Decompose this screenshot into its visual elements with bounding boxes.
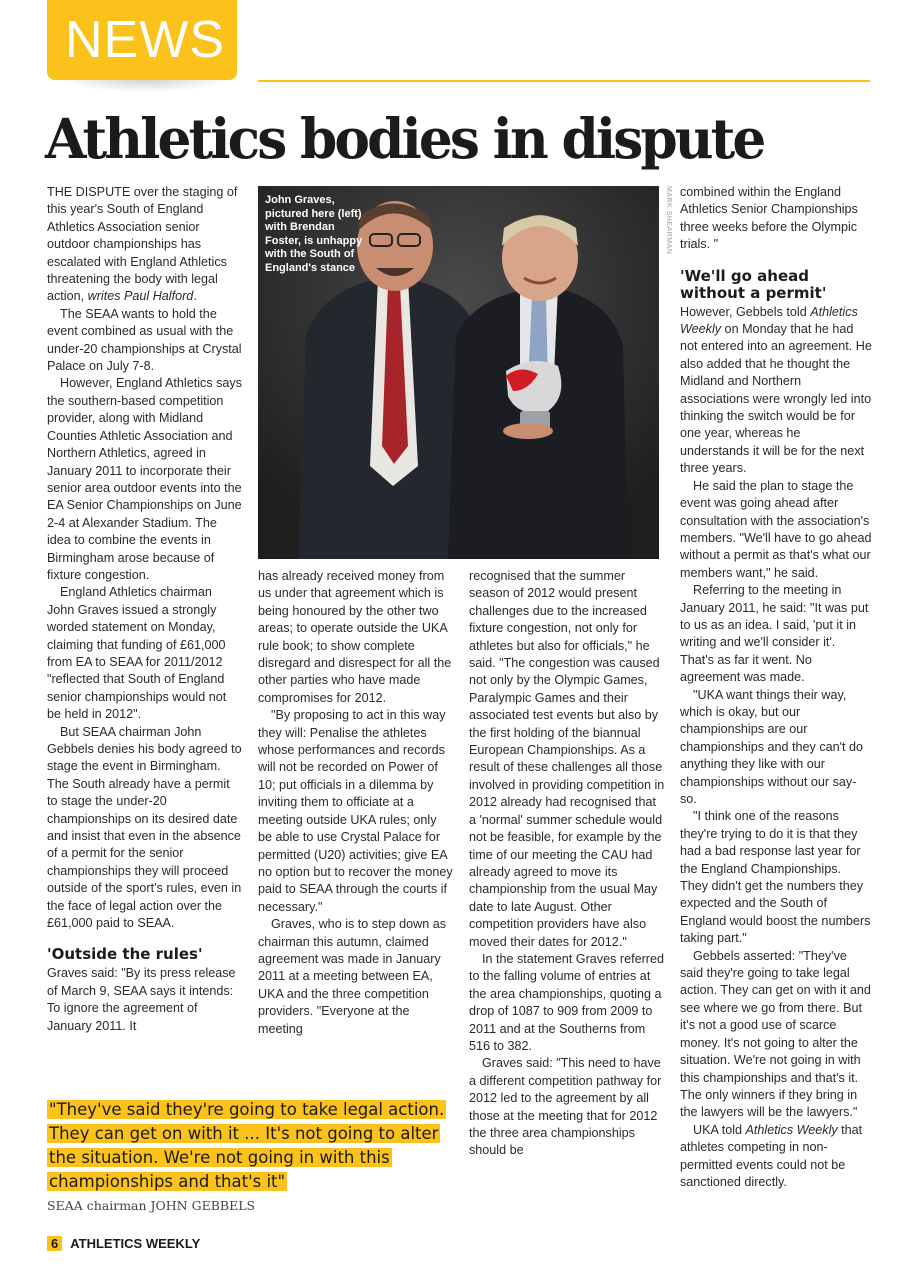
publication-name: Athletics Weekly — [745, 1122, 838, 1137]
tab-shadow — [60, 80, 230, 92]
page-number: 6 — [47, 1236, 62, 1251]
headline: Athletics bodies in dispute — [45, 106, 764, 171]
publication-title: ATHLETICS WEEKLY — [70, 1236, 201, 1251]
paragraph: But SEAA chairman John Gebbels denies his body agreed to stage the event in Birmingham. The South already have a permit to stage the under-20 championships on its desired date and insist that even in the absence of a permit for the senior championships they will proceed outside of the sport's rules, even in the face of legal action over the £61,000 paid to SEAA. — [47, 724, 242, 931]
paragraph: "By proposing to act in this way they will: Penalise the athletes whose performances and records will not be recorded on Power of 10; put officials in a dilemma by inviting them to officiate at a meeting outside UKA rules; only be able to use Crystal Palace for permitted (U20) activities; give EA no option but to recover the money paid to SEAA through the courts if necessary." — [258, 708, 453, 914]
pull-quote-attribution: SEAA chairman JOHN GEBBELS — [47, 1198, 256, 1213]
paragraph: Graves said: "This need to have a different competition pathway for 2012 led to the agreement by all those at the meeting that for 2012 the three area championships should be — [469, 1056, 662, 1158]
paragraph: "UKA want things their way, which is okay, but our championships are our championships and they can't do anything they like with our championships without our say-so. — [680, 687, 864, 806]
section-label: NEWS — [65, 11, 225, 69]
subheading: 'Outside the rules' — [47, 945, 203, 964]
paragraph: Gebbels asserted: "They've said they're going to take legal action. They can get on with it and see where we go from there. But it's not a good use of scarce money. It's not going to alter the situation. We're not going in with this championships and that's it. The only winners if they bring in the lawyers will be the lawyers." — [680, 948, 871, 1120]
paragraph: recognised that the summer season of 2012 would present challenges due to the increased fixture congestion, not only for athletes but also for officials," he said. "The congestion was caused not only by the Olympic Games, Paralympic Games and their associated test events but also by the first holding of the biannual European Championships. As a result of these challenges all those involved in providing competition in 2012 already had recognised that a 'normal' summer schedule would not be feasible, for example by the time of our meeting the CAU had already agreed to move its championship from the usual May date to late August. Other competition providers have also moved their dates for 2012." — [469, 569, 665, 949]
photo-caption: John Graves, pictured here (left) with Brendan Foster, is unhappy with the South of England's stance — [265, 194, 363, 274]
article-column-3 — [469, 568, 665, 1160]
section-tab — [47, 0, 237, 80]
paragraph: England Athletics chairman John Graves issued a strongly worded statement on Monday, claiming that funding of £61,000 from EA to SEAA for 2011/2012 "reflected that South of England senior championships would not be held in 2012". — [47, 585, 227, 722]
publication-name: Athletics Weekly — [680, 304, 858, 337]
article-column-4 — [680, 184, 872, 1191]
article-column-1 — [47, 184, 242, 1035]
paragraph: The SEAA wants to hold the event combined as usual with the under-20 championships at Crystal Palace on July 7-8. — [47, 306, 242, 374]
page-footer — [47, 1236, 200, 1251]
pull-quote-text: "They've said they're going to take legal action. They can get on with it ... It's not going to alter the situation. We're not going in with this championships and that's it" — [49, 1100, 445, 1191]
byline: writes Paul Halford — [87, 289, 194, 304]
subheading: 'We'll go ahead without a permit' — [680, 266, 827, 302]
paragraph: combined within the England Athletics Senior Championships three weeks before the Olympic trials. " — [680, 185, 858, 252]
paragraph: However, England Athletics says the southern-based competition provider, along with Midland Counties Athletic Association and Northern Athletics, agreed in January 2011 to incorporate their senior area outdoor events into the EA Senior Championships on June 2-4 at Alexander Stadium. The idea to combine the events in Birmingham arose because of fixture congestion. — [47, 376, 243, 582]
paragraph: "I think one of the reasons they're trying to do it is that they had a bad response last year for the England Championships. They didn't get the numbers they expected and the South of England would boost the numbers taking part." — [680, 809, 871, 946]
paragraph: Referring to the meeting in January 2011, he said: "It was put to us as an idea. I said, 'put it in writing and we'll consider it'. That's as far it went. No agreement was made. — [680, 583, 869, 685]
paragraph: However, Gebbels told Athletics Weekly on Monday that he had not entered into an agreement. He also added that he thought the Midland and Northern associations were wrongly led into thinking the switch would be for one year, whereas he understands it will be for the next three years. — [680, 304, 872, 476]
paragraph: THE DISPUTE over the staging of this year's South of England Athletics Association senior outdoor championships has escalated with England Athletics threatening the body with legal action, writes Paul Halford. — [47, 185, 238, 304]
top-rule — [258, 80, 870, 82]
paragraph: has already received money from us under that agreement which is being honoured by the other two areas; to operate outside the UKA rule book; to show complete disregard and disrespect for all the other parties who have made compromises for 2012. — [258, 569, 452, 705]
paragraph: In the statement Graves referred to the falling volume of entries at the area championships, quoting a drop of 1087 to 909 from 2009 to 2011 and at the Southerns from 516 to 382. — [469, 951, 664, 1053]
paragraph: Graves said: "By its press release of March 9, SEAA says it intends: To ignore the agreement of January 2011. It — [47, 966, 236, 1033]
article-column-2 — [258, 568, 453, 1038]
pull-quote — [47, 1098, 457, 1194]
paragraph: UKA told Athletics Weekly that athletes competing in non-permitted events could not be sanctioned directly. — [680, 1122, 863, 1189]
paragraph: He said the plan to stage the event was going ahead after consultation with the association's members. "We'll have to go ahead without a permit as that's what our members want," he said. — [680, 478, 872, 580]
paragraph: Graves, who is to step down as chairman this autumn, claimed agreement was made in January 2011 at a meeting between EA, UKA and the three competition providers. "Everyone at the meeting — [258, 917, 446, 1036]
photo-credit: MARK SHEARMAN — [665, 186, 672, 255]
